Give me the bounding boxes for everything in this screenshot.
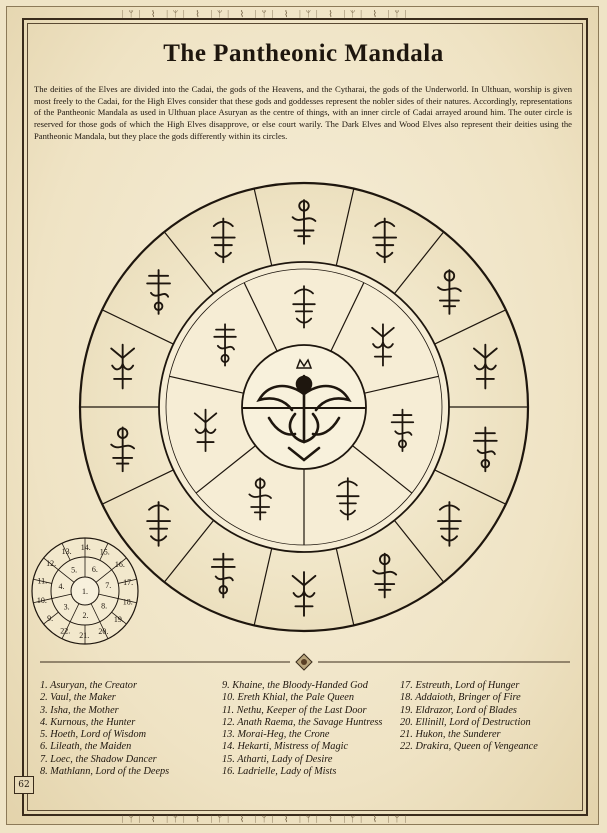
legend-item: 8. Mathlann, Lord of the Deeps: [40, 766, 170, 778]
mini-label-outer: 11.: [37, 576, 48, 586]
mini-label-outer: 12.: [46, 558, 57, 568]
mini-label-outer: 9.: [47, 613, 54, 623]
mini-label-inner: 7.: [105, 581, 112, 591]
legend-item: 2. Vaul, the Maker: [40, 692, 116, 704]
legend-item: 14. Hekarti, Mistress of Magic: [222, 741, 349, 753]
border-rune-strip-bottom: ᛁᛘᛁ ⌇ ᛁᛘᛁ ⌇ ᛁᛘᛁ ⌇ ᛁᛘᛁ ⌇ ᛁᛘᛁ ⌇ ᛁᛘᛁ ⌇ ᛁᛘᛁ: [120, 815, 412, 825]
mini-label-outer: 14.: [80, 543, 91, 553]
legend-item: 12. Anath Raema, the Savage Huntress: [222, 716, 383, 728]
mini-label-outer: 19.: [113, 615, 124, 625]
mini-label-outer: 15.: [99, 547, 110, 557]
mini-label-inner: 8.: [101, 601, 108, 611]
mini-label-inner: 4.: [58, 582, 65, 592]
mini-label-inner: 6.: [91, 565, 98, 575]
mini-label-outer: 13.: [61, 547, 72, 557]
pantheonic-mandala-diagram: [77, 180, 531, 634]
legend-item: 19. Eldrazor, Lord of Blades: [400, 704, 517, 716]
legend-item: 10. Ereth Khial, the Pale Queen: [222, 692, 355, 704]
legend-item: 4. Kurnous, the Hunter: [40, 716, 136, 728]
divider-ornament: [0, 652, 607, 672]
intro-paragraph: The deities of the Elves are divided into the Cadai, the gods of the Heavens, and the Cytharai, the gods of the Underworld. In Ulthuan, worship is given most freely to the Cadai, for the High Elves consider that these gods and goddesses represent the nobler sides of their natures. Accordingly, representations of the Pantheonic Mandala as used in Ulthuan place Asuryan as the centre of things, with an inner circle of Cadai arrayed around him. The outer circle is reserved for those gods of which the High Elves disapprove, or else court warily. The Dark Elves and Wood Elves also represent their deities using the Pantheonic Mandala, but they place the gods differently within its circles.: [34, 84, 572, 141]
legend-item: 9. Khaine, the Bloody-Handed God: [222, 680, 368, 691]
page-number: 62: [14, 776, 34, 794]
mini-label-inner: 2.: [82, 610, 89, 620]
mini-label-outer: 16.: [114, 560, 125, 570]
legend-item: 17. Estreuth, Lord of Hunger: [400, 680, 520, 691]
mini-label-outer: 18.: [122, 597, 133, 607]
legend-item: 22. Drakira, Queen of Vengeance: [400, 741, 538, 753]
mini-label-inner: 3.: [63, 602, 70, 612]
legend-item: 11. Nethu, Keeper of the Last Door: [222, 704, 367, 716]
mini-label-outer: 10.: [36, 596, 47, 606]
mandala-key-diagram: [30, 536, 140, 646]
mini-label-outer: 22.: [60, 626, 71, 636]
legend-item: 5. Hoeth, Lord of Wisdom: [40, 729, 147, 741]
legend-column-2: [222, 680, 382, 778]
legend-item: 1. Asuryan, the Creator: [40, 680, 137, 691]
mini-label-center: 1.: [82, 587, 88, 596]
mini-label-outer: 20.: [98, 626, 109, 636]
legend-item: 15. Atharti, Lady of Desire: [222, 753, 333, 765]
legend-item: 13. Morai-Heg, the Crone: [222, 729, 330, 741]
mini-label-outer: 17.: [123, 577, 134, 587]
legend-item: 3. Isha, the Mother: [40, 704, 119, 716]
legend-item: 16. Ladrielle, Lady of Mists: [222, 766, 337, 778]
page-title: The Pantheonic Mandala: [163, 40, 444, 67]
legend-column-1: [40, 680, 169, 778]
mini-label-inner: 5.: [71, 565, 78, 575]
legend-item: 18. Addaioth, Bringer of Fire: [400, 692, 521, 704]
legend-column-3: [400, 680, 538, 754]
legend-item: 20. Ellinill, Lord of Destruction: [400, 716, 531, 728]
legend-item: 7. Loec, the Shadow Dancer: [40, 753, 157, 765]
border-rune-strip-top: ᛁᛘᛁ ⌇ ᛁᛘᛁ ⌇ ᛁᛘᛁ ⌇ ᛁᛘᛁ ⌇ ᛁᛘᛁ ⌇ ᛁᛘᛁ ⌇ ᛁᛘᛁ: [120, 10, 412, 20]
legend-item: 6. Lileath, the Maiden: [40, 741, 132, 753]
legend-item: 21. Hukon, the Sunderer: [400, 729, 501, 741]
mini-label-outer: 21.: [79, 630, 90, 640]
